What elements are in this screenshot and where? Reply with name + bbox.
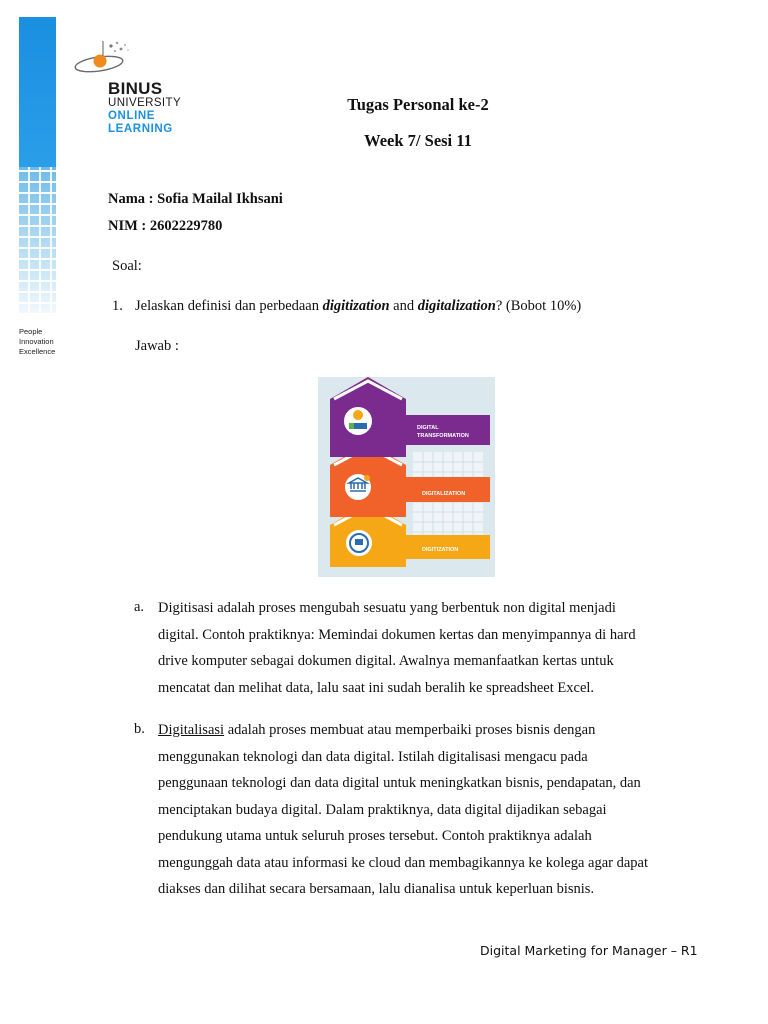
answer-b-line: pendukung utama untuk seluruh proses tersebut. Contoh praktiknya adalah [158, 828, 592, 844]
university-tagline [19, 327, 55, 357]
jawab-label: Jawab : [135, 338, 179, 354]
answer-b-line: menggunakan teknologi dan data digital. Istilah digitalisasi mengacu pada [158, 748, 588, 765]
question-mid: and [389, 298, 418, 314]
answer-a-marker: a. [134, 599, 145, 615]
figure-label-digital: DIGITAL [417, 425, 439, 431]
question-post: ? (Bobot 10%) [495, 298, 582, 314]
band-tiles [19, 167, 56, 313]
logo-binus: BINUS [108, 79, 163, 98]
logo-university: UNIVERSITY [108, 97, 182, 109]
answer-b-marker: b. [134, 721, 145, 737]
answer-a-line: Digitisasi adalah proses mengubah sesuatu yang berbentuk non digital menjadi [158, 600, 616, 616]
answer-a-line: digital. Contoh praktiknya: Memindai dokumen kertas dan menyimpannya di hard [158, 626, 636, 643]
figure-label-digitalization: DIGITALIZATION [422, 491, 466, 497]
question-number: 1. [112, 298, 123, 314]
answer-b-first-rest: adalah proses membuat atau memperbaiki proses bisnis dengan [224, 722, 596, 738]
question-term-digitalization: digitalization [417, 298, 496, 314]
answer-b-line [158, 717, 678, 744]
question-pre: Jelaskan definisi dan perbedaan [135, 298, 323, 314]
tagline-line: People [19, 327, 43, 336]
logo-learning: LEARNING [108, 123, 173, 135]
student-nim: NIM : 2602229780 [108, 218, 223, 234]
binus-logo-mark-icon [73, 38, 133, 80]
document-title: Tugas Personal ke-2 [347, 95, 489, 114]
soal-label: Soal: [112, 258, 142, 274]
tagline-line: Innovation [19, 337, 54, 346]
page-footer: Digital Marketing for Manager – R1 [480, 943, 698, 958]
figure-label-digitization: DIGITIZATION [422, 547, 459, 553]
question-term-digitization: digitization [322, 298, 390, 314]
answer-b-paragraph [158, 717, 678, 903]
logo-online: ONLINE [108, 110, 156, 122]
answer-a-line: mencatat dan melihat data, lalu saat ini sudah beralih ke spreadsheet Excel. [158, 679, 595, 696]
answer-a-line: drive komputer sebagai dokumen digital. Awalnya memanfaatkan kertas untuk [158, 653, 614, 669]
answer-a-paragraph [158, 595, 678, 701]
digital-transformation-figure [318, 377, 495, 577]
answer-b-line: menciptakan budaya digital. Dalam praktiknya, data digital dijadikan sebagai [158, 801, 607, 818]
figure-label-transformation: TRANSFORMATION [417, 433, 469, 439]
question-text [135, 298, 581, 315]
side-decorative-band [19, 17, 56, 313]
document-subtitle: Week 7/ Sesi 11 [364, 131, 472, 150]
tagline-line: Excellence [19, 347, 56, 356]
answer-b-line: diakses dan dilihat secara bersamaan, lalu dianalisa untuk keperluan bisnis. [158, 881, 595, 897]
answer-b-line: penggunaan teknologi dan data digital untuk meningkatkan bisnis, pendapatan, dan [158, 775, 641, 791]
answer-b-term: Digitalisasi [158, 722, 225, 738]
student-name: Nama : Sofia Mailal Ikhsani [108, 191, 283, 207]
answer-b-line: mengunggah data atau informasi ke cloud dan membagikannya ke kolega agar dapat [158, 854, 648, 871]
